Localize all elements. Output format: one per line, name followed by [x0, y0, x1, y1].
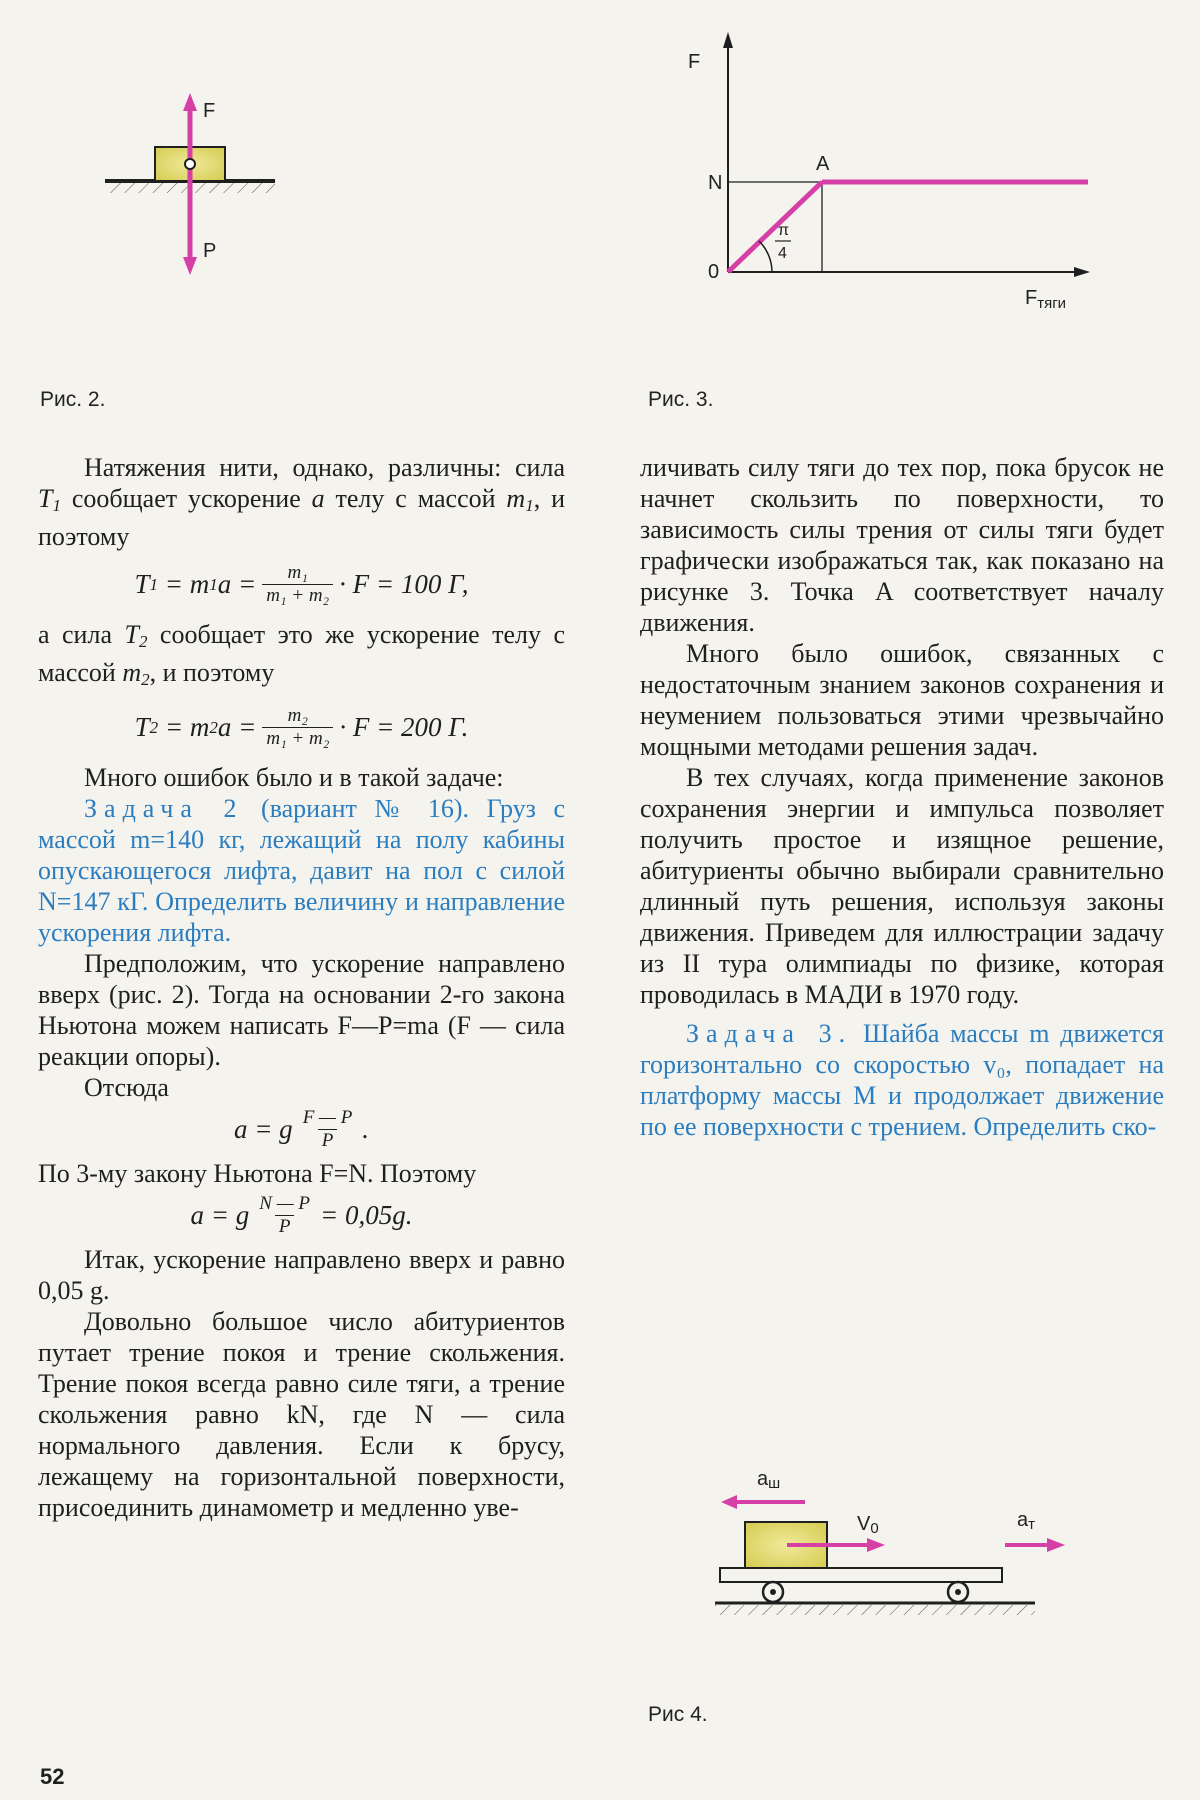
paragraph: Итак, ускорение направлено вверх и равно 0,05 g.	[38, 1245, 565, 1305]
task-3: Задача 3. Шайба массы m движется горизонтально со скоростью v₀, попадает на платформу массы M и продолжает движение по ее поверхности с трением. Определить ско-	[640, 1019, 1164, 1141]
caption-fig-4: Рис 4.	[648, 1703, 708, 1726]
angle-label-num: π	[778, 222, 790, 239]
label-N: N	[708, 172, 723, 194]
label-origin: 0	[708, 261, 720, 283]
caption-fig-3: Рис. 3.	[648, 388, 714, 411]
friction-curve-rise	[728, 182, 822, 272]
paragraph: По 3-му закону Ньютона F=N. Поэтому	[38, 1159, 477, 1188]
platform	[720, 1568, 1002, 1582]
caption-fig-2: Рис. 2.	[40, 388, 106, 411]
platform-accel-arrowhead	[1047, 1538, 1065, 1552]
label-a-platform: aт	[1017, 1509, 1035, 1533]
paragraph: Натяжения нити, однако, различны: сила $T_1$ сообщает ускорение a телу с массой $m_1$, и поэтому	[38, 453, 566, 551]
formula-T2: T 2 = m 2 a = $\frac{\text{m₂}}{\text{m₁ + m₂}}$ · F = 200 Г.	[134, 705, 469, 749]
paragraph: В тех случаях, когда применение законов сохранения энергии и импульса позволяет получить простое и изящное решение, абитуриенты обычно выбирали сравнительно длинный путь решения, используя законы движения. Приведем для иллюстрации задачу из II тура олимпиады по физике, которая проводилась в МАДИ в 1970 году.	[640, 763, 1164, 1009]
wheel-left-hub	[770, 1589, 776, 1595]
paragraph: Много ошибок было и в такой задаче:	[84, 763, 504, 792]
center-point	[185, 159, 195, 169]
velocity-arrowhead	[867, 1538, 885, 1552]
puck-accel-arrowhead	[721, 1495, 737, 1509]
label-x-axis: $F_{тяги}$	[1025, 287, 1067, 312]
label-v0: V0	[857, 1513, 879, 1537]
label-A: A	[816, 153, 830, 175]
paragraph: Отсюда	[84, 1073, 169, 1102]
ground-hatch	[715, 1605, 1035, 1615]
angle-label-den: 4	[778, 245, 787, 262]
figure-3	[680, 30, 1100, 320]
paragraph: Предположим, что ускорение направлено вверх (рис. 2). Тогда на основании 2-го закона Ньютона можем написать F—P=ma (F — сила реакции опоры).	[38, 949, 565, 1071]
y-axis-arrowhead	[723, 32, 733, 48]
label-F-axis: F	[688, 51, 701, 73]
paragraph: Много было ошибок, связанных с недостаточным знанием законов сохранения и неумением пользоваться этими чрезвычайно мощными методами решения задач.	[640, 639, 1164, 761]
label-F: F	[203, 100, 216, 122]
wheel-right-hub	[955, 1589, 961, 1595]
page-number: 52	[40, 1764, 65, 1789]
task-2: Задача 2 (вариант № 16). Груз с массой m=140 кг, лежащий на полу кабины опускающегося лифта, давит на пол с силой N=147 кГ. Определить величину и направление ускорения лифта.	[38, 794, 565, 947]
figure-2	[105, 85, 285, 325]
formula-T1: T 1 = m 1 a = $\frac{\text{m₁}}{\text{m₁ + m₂}}$ · F = 100 Г,	[134, 562, 469, 606]
label-P: P	[203, 240, 217, 262]
left-column	[38, 452, 565, 1523]
force-F-arrowhead	[183, 93, 197, 111]
paragraph: личивать силу тяги до тех пор, пока брусок не начнет скользить по поверхности, то зависимость силы трения от силы тяги будет графически изображаться так, как показано на рисунке 3. Точка A соответствует началу движения.	[640, 453, 1164, 637]
label-a-puck: aш	[757, 1468, 781, 1492]
force-P-arrowhead	[183, 257, 197, 275]
formula-a-2: a = g $\frac{N — P}{P}$ = 0,05g.	[190, 1193, 413, 1237]
formula-a-1: a = g F — P P .	[233, 1107, 370, 1151]
paragraph: Довольно большое число абитуриентов путает трение покоя и трение скольжения. Трение покоя всегда равно силе тяги, а трение скольжения равно kN, где N — сила нормального давления. Если к брусу, лежащему на горизонтальной поверхности, присоединить динамометр и медленно уве-	[38, 1307, 565, 1522]
paragraph: а сила $T_2$ сообщает это же ускорение телу с массой $m_2$, и поэтому	[38, 620, 566, 689]
x-axis-arrowhead	[1074, 267, 1090, 277]
right-column	[640, 452, 1164, 1142]
angle-arc	[759, 241, 772, 272]
figure-4	[705, 1460, 1125, 1630]
